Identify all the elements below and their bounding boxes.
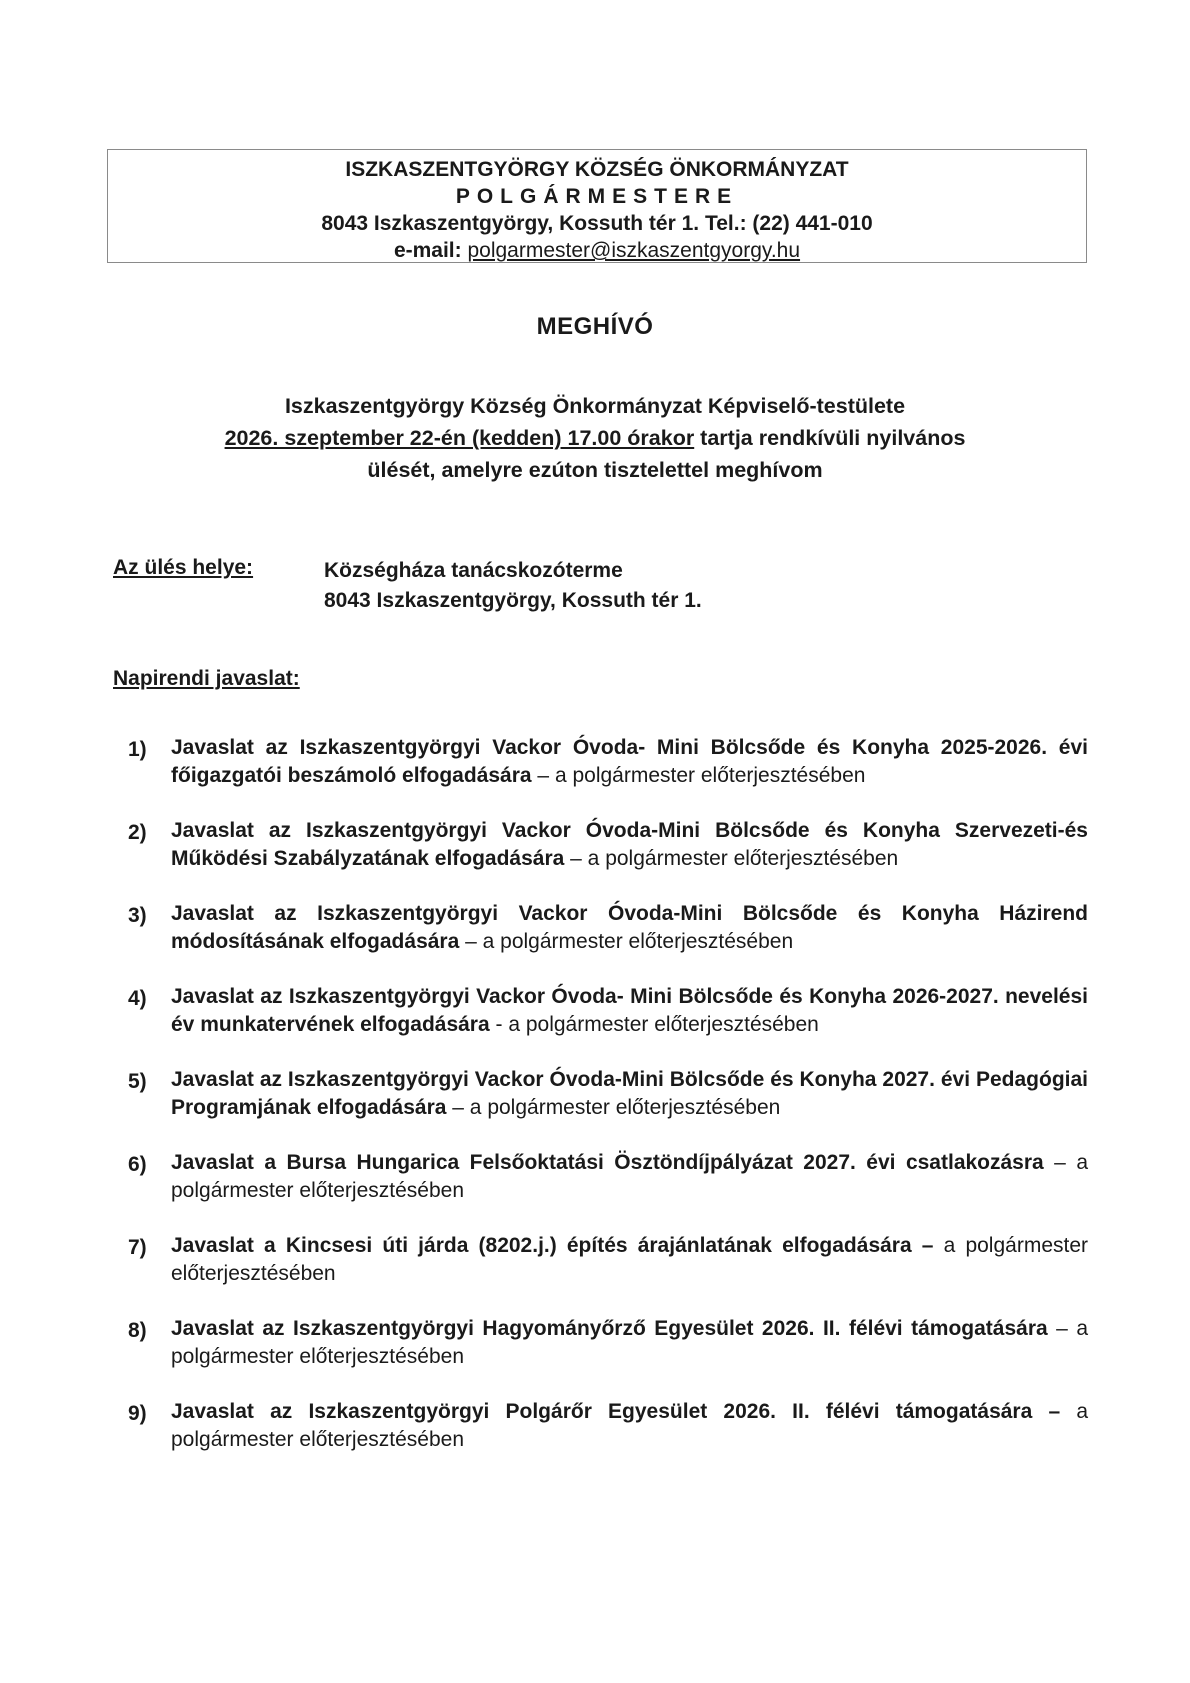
agenda-item-number: 1) [128,738,147,761]
document-title: MEGHÍVÓ [536,313,654,340]
venue-label: Az ülés helye: [113,556,254,579]
agenda-item-number: 5) [128,1070,147,1093]
agenda-item-title: Javaslat az Iszkaszentgyörgyi Vackor Óvoda-Mini Bölcsőde és Konyha Házirend módosításának elfogadására [171,902,1088,953]
agenda-item [128,1315,1088,1371]
intro-line-3: ülését, amelyre ezúton tisztelettel meghívom [367,458,823,482]
agenda-item-title: Javaslat a Bursa Hungarica Felsőoktatási Ösztöndíjpályázat 2027. évi csatlakozásra [171,1151,1044,1174]
agenda-item-number: 9) [128,1402,147,1425]
agenda-item-number: 6) [128,1153,147,1176]
venue-line-2: 8043 Iszkaszentgyörgy, Kossuth tér 1. [324,589,702,612]
agenda-item-presenter: – a polgármester előterjesztésében [459,930,794,953]
office-title: POLGÁRMESTERE [455,185,739,208]
agenda-item-text [171,817,1088,873]
agenda-item [128,1149,1088,1205]
agenda-item [128,1232,1088,1288]
agenda-item [128,983,1088,1039]
agenda-item-text [171,1315,1088,1371]
agenda-item-number: 7) [128,1236,147,1259]
agenda-item-title: Javaslat az Iszkaszentgyörgyi Polgárőr Egyesület 2026. II. félévi támogatására – [171,1400,1061,1423]
agenda-item [128,1066,1088,1122]
agenda-item-presenter: – a polgármester előterjesztésében [564,847,899,870]
agenda-item-text [171,983,1088,1039]
agenda-item-number: 4) [128,987,147,1010]
invitation-intro [130,390,1060,486]
agenda-item [128,734,1088,790]
agenda-list [128,734,1088,1481]
venue-value [324,556,702,616]
agenda-item-title: Javaslat a Kincsesi úti járda (8202.j.) építés árajánlatának elfogadására – [171,1234,934,1257]
agenda-item-title: Javaslat az Iszkaszentgyörgyi Vackor Óvoda-Mini Bölcsőde és Konyha 2027. évi Pedagógiai Programjának elfogadására [171,1068,1088,1119]
agenda-item-presenter: – a polgármester előterjesztésében [171,1317,1088,1368]
agenda-item-title: Javaslat az Iszkaszentgyörgyi Hagyományőrző Egyesület 2026. II. félévi támogatására [171,1317,1048,1340]
agenda-item-presenter: – a polgármester előterjesztésében [531,764,866,787]
agenda-item-title: Javaslat az Iszkaszentgyörgyi Vackor Óvoda-Mini Bölcsőde és Konyha Szervezeti-és Működési Szabályzatának elfogadására [171,819,1088,870]
agenda-item-presenter: a polgármester előterjesztésében [171,1400,1088,1451]
agenda-item-presenter: - a polgármester előterjesztésében [489,1013,819,1036]
agenda-item-text [171,900,1088,956]
agenda-item-presenter: – a polgármester előterjesztésében [446,1096,781,1119]
letterhead-box [107,149,1087,263]
meeting-datetime: 2026. szeptember 22-én (kedden) 17.00 órakor [224,426,695,450]
agenda-item-text [171,1066,1088,1122]
agenda-item-text [171,1232,1088,1288]
agenda-item-number: 3) [128,904,147,927]
agenda-item-number: 2) [128,821,147,844]
agenda-item [128,900,1088,956]
agenda-item [128,817,1088,873]
venue-line-1: Községháza tanácskozóterme [324,559,623,582]
agenda-item-text [171,1398,1088,1454]
agenda-heading: Napirendi javaslat: [113,667,300,690]
intro-line-1: Iszkaszentgyörgy Község Önkormányzat Képviselő-testülete [284,394,906,418]
org-name: ISZKASZENTGYÖRGY KÖZSÉG ÖNKORMÁNYZAT [345,158,849,181]
agenda-item-presenter: a polgármester előterjesztésében [171,1234,1089,1285]
agenda-item [128,1398,1088,1454]
intro-line-2 [130,422,1060,454]
email-line [108,237,1086,264]
intro-line-2-rest: tartja rendkívüli nyilvános [694,426,966,450]
email-label: e-mail: [393,239,468,262]
agenda-item-title: Javaslat az Iszkaszentgyörgyi Vackor Óvoda- Mini Bölcsőde és Konyha 2026-2027. nevelési év munkatervének elfogadására [171,985,1088,1036]
agenda-item-presenter: – a polgármester előterjesztésében [171,1151,1088,1202]
agenda-item-title: Javaslat az Iszkaszentgyörgyi Vackor Óvoda- Mini Bölcsőde és Konyha 2025-2026. évi főigazgatói beszámoló elfogadására [171,736,1088,787]
agenda-item-text [171,734,1088,790]
agenda-item-text [171,1149,1088,1205]
address-line: 8043 Iszkaszentgyörgy, Kossuth tér 1. Tel.: (22) 441-010 [321,212,873,235]
agenda-item-number: 8) [128,1319,147,1342]
email-link[interactable]: polgarmester@iszkaszentgyorgy.hu [467,239,801,262]
